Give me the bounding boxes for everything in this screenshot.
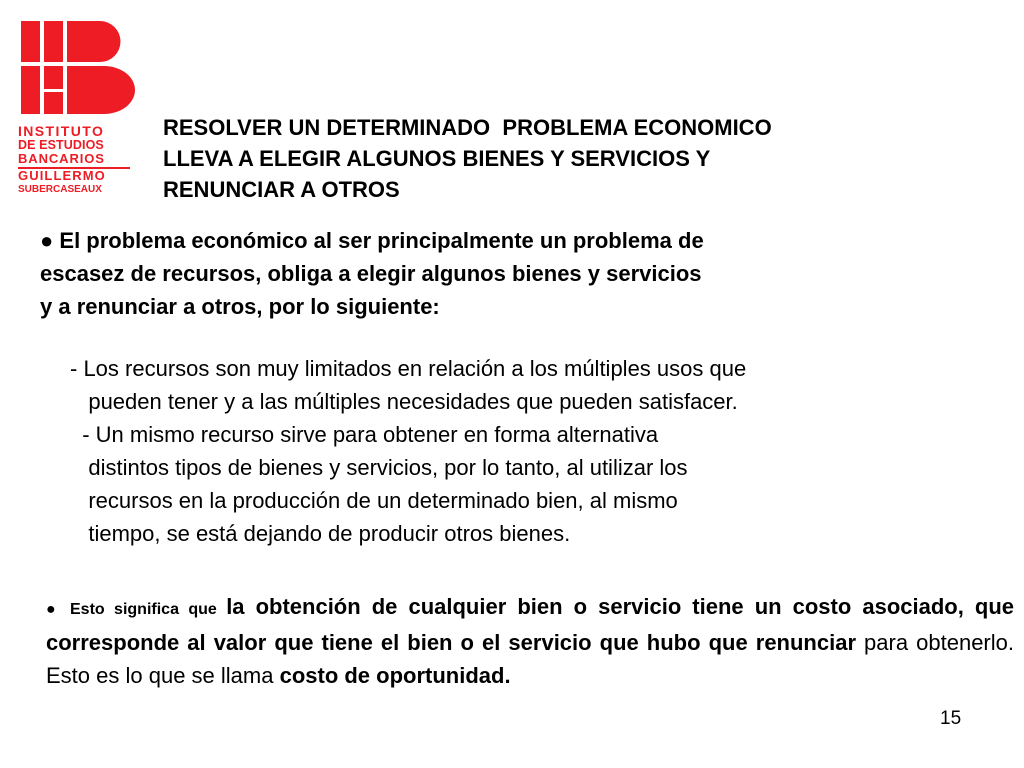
institute-logo [18, 18, 138, 208]
term-text: costo de oportunidad. [279, 663, 511, 688]
list-line: recursos en la producción de un determinado bien, al mismo [70, 488, 678, 513]
page-number: 15 [940, 708, 962, 729]
bold-text: la obtención de cualquier bien o servicio tiene un costo asociado, que corresponde al valor que tiene el bien o el servicio que hubo que renunciar [46, 594, 1015, 655]
bullet: ● [46, 601, 70, 618]
paragraph-line: escasez de recursos, obliga a elegir algunos bienes y servicios [40, 261, 702, 286]
logo-line: BANCARIOS [18, 151, 105, 166]
normal-text: para obtenerlo. Esto es lo que se llama [46, 630, 1014, 688]
logo-line: INSTITUTO [18, 123, 105, 139]
list-line: - Los recursos son muy limitados en relación a los múltiples usos que [70, 356, 747, 381]
logo-text [18, 124, 130, 197]
logo-line: SUBERCASEAUX [18, 184, 102, 195]
opportunity-cost-paragraph [46, 590, 1014, 692]
list-line: pueden tener y a las múltiples necesidades que pueden satisfacer. [70, 389, 738, 414]
list-line: distintos tipos de bienes y servicios, por lo tanto, al utilizar los [70, 455, 688, 480]
title-line: RESOLVER UN DETERMINADO PROBLEMA ECONOMICO [163, 115, 772, 140]
paragraph-line: y a renunciar a otros, por lo siguiente: [40, 294, 440, 319]
intro-text: Esto significa que [70, 601, 227, 618]
logo-line: DE ESTUDIOS [18, 138, 104, 152]
logo-line: GUILLERMO [18, 167, 130, 183]
title-line: RENUNCIAR A OTROS [163, 177, 400, 202]
ieb-logo-mark-icon [18, 18, 138, 122]
title-line: LLEVA A ELEGIR ALGUNOS BIENES Y SERVICIOS Y [163, 146, 711, 171]
economic-problem-paragraph [40, 224, 940, 323]
slide-title [163, 112, 963, 205]
paragraph-line: ● El problema económico al ser principalmente un problema de [40, 228, 704, 253]
list-line: tiempo, se está dejando de producir otros bienes. [70, 521, 571, 546]
reasons-list [70, 352, 970, 550]
list-line: - Un mismo recurso sirve para obtener en forma alternativa [70, 422, 659, 447]
